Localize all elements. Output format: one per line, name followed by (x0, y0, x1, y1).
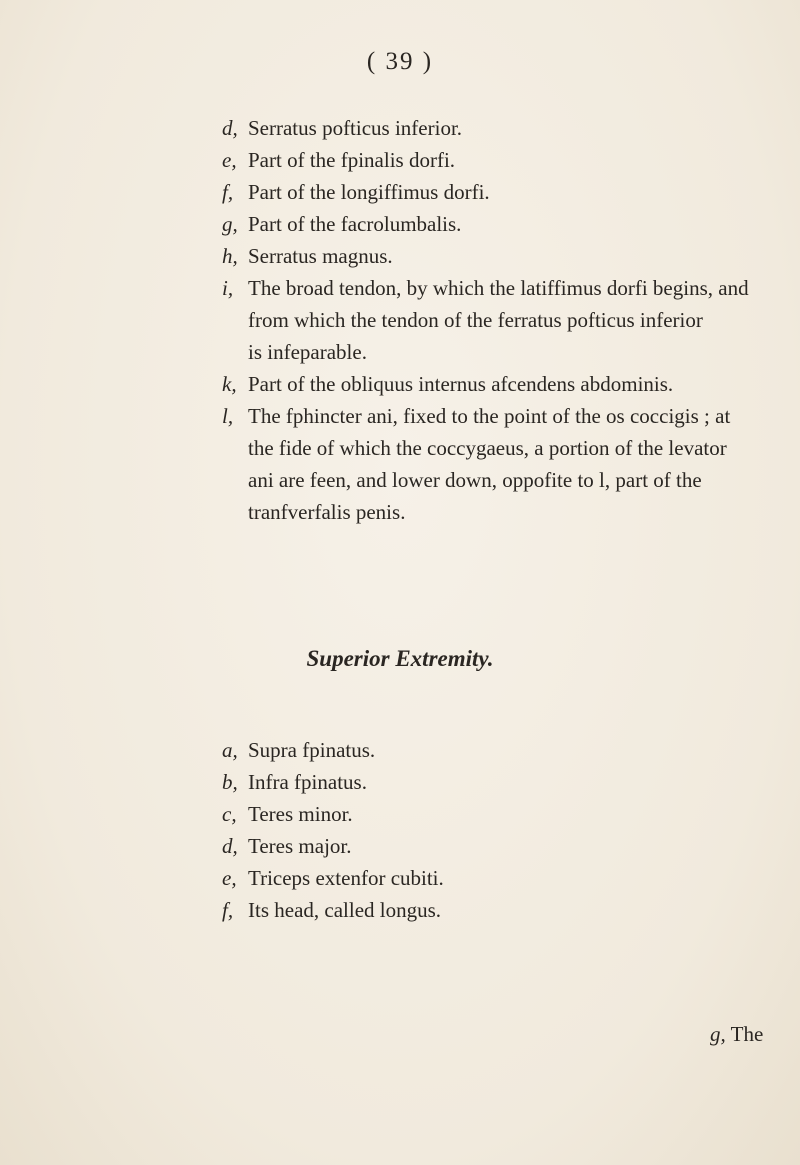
entry-letter: f, (222, 180, 234, 204)
entry-letter: k, (222, 372, 237, 396)
entry-line: is infeparable. (248, 340, 367, 364)
section-heading: Superior Extremity. (306, 646, 494, 671)
entry-text: Part of the longiffimus dorfi. (248, 180, 490, 204)
entry-letter: e, (222, 866, 237, 890)
entry-letter: c, (222, 802, 237, 826)
entry-text: Its head, called longus. (248, 898, 442, 922)
entry-letter: h, (222, 244, 238, 268)
entry-line: from which the tendon of the ferratus pofticus inferior (248, 308, 703, 332)
entry-letter: d, (222, 116, 238, 140)
entry-letter: a, (222, 738, 238, 762)
entry-letter: l, (222, 404, 234, 428)
catchword (710, 1022, 763, 1047)
page-number: ( 39 ) (366, 48, 434, 75)
entry-line: the fide of which the coccygaeus, a portion of the levator (248, 436, 727, 460)
entry-letter: g, (222, 212, 238, 236)
entry-text: Triceps extenfor cubiti. (248, 866, 444, 890)
entry-letter: b, (222, 770, 238, 794)
entry-text: Part of the fpinalis dorfi. (248, 148, 456, 172)
entry-letter: e, (222, 148, 237, 172)
entry-line: ani are feen, and lower down, oppofite to l, part of the (248, 468, 702, 492)
entry-text: Part of the obliquus internus afcendens abdominis. (248, 372, 674, 396)
entry-text: Teres major. (248, 834, 352, 858)
entry-text (248, 400, 768, 528)
entry-text: Serratus magnus. (248, 244, 393, 268)
entry-line: The fphincter ani, fixed to the point of the os coccigis ; at (248, 404, 731, 428)
catchword-text: The (730, 1022, 764, 1046)
entry-line: tranfverfalis penis. (248, 500, 406, 524)
entry-text: Part of the facrolumbalis. (248, 212, 462, 236)
entry-text: Supra fpinatus. (248, 738, 376, 762)
entry-text (248, 272, 768, 368)
entry-letter: f, (222, 898, 234, 922)
entry-text: Teres minor. (248, 802, 353, 826)
entry-line: The broad tendon, by which the latiffimus dorfi begins, and (248, 276, 749, 300)
entry-letter: d, (222, 834, 238, 858)
entry-text: Infra fpinatus. (248, 770, 367, 794)
entry-letter: i, (222, 276, 234, 300)
catchword-letter: g, (710, 1022, 726, 1046)
entry-text: Serratus pofticus inferior. (248, 116, 463, 140)
